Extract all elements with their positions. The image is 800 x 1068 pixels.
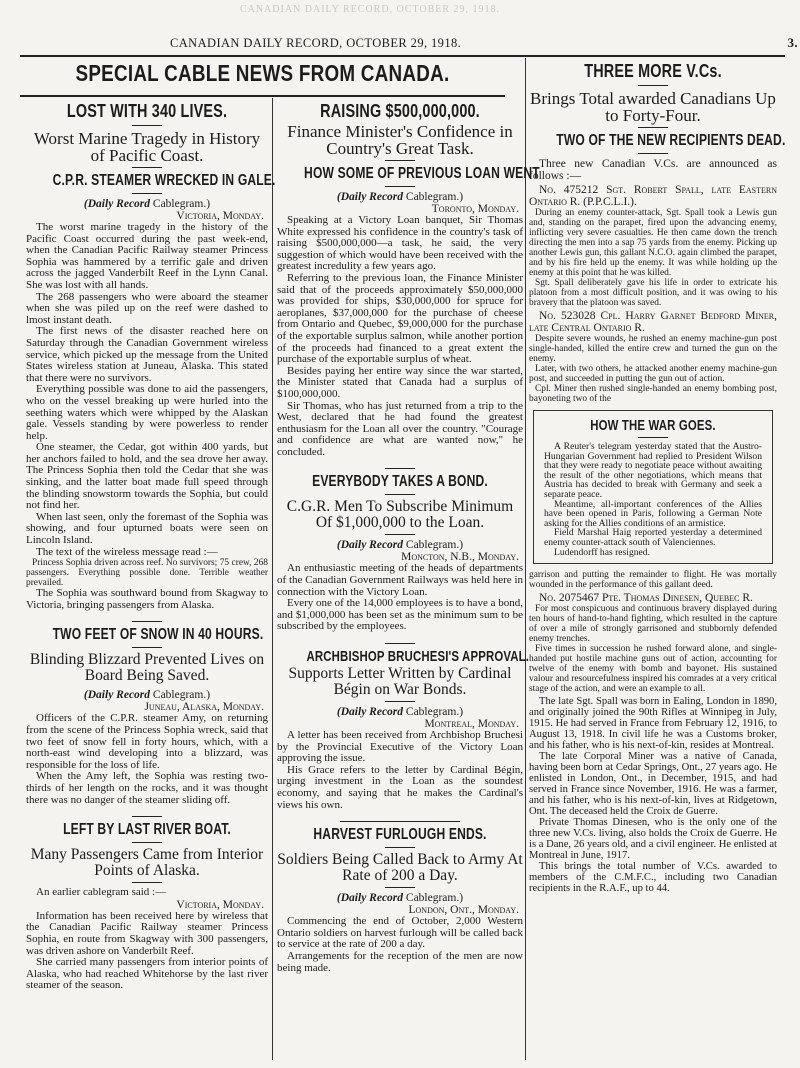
subheadline: Brings Total awarded Canadians Up to Forty-Four. [530, 89, 776, 125]
paragraph: Meantime, all-important conferences of the Allies have been opened in Paris, following a German Note asking for the Allies conditions of an armistice. [544, 498, 762, 529]
paragraph: Despite severe wounds, he rushed an enemy machine-gun post single-handed, killed the entire crew and turned the gun on the enemy. [529, 334, 777, 364]
dash-rule [385, 534, 415, 535]
dash-rule [132, 647, 162, 648]
paragraph: Sgt. Spall deliberately gave his life in order to extricate his platoon from a most difficult position, and it was owing to his bravery that the platoon was saved. [529, 278, 777, 308]
bleed-through-text: CANADIAN DAILY RECORD, OCTOBER 29, 1918. [239, 4, 501, 15]
subheadline: Worst Marine Tragedy in History of Pacific Coast. [33, 129, 261, 165]
article-lost-with-340-lives [26, 100, 276, 611]
headline: LOST WITH 340 LIVES. [66, 100, 228, 121]
article-left-by-last-river-boat [26, 816, 268, 992]
column-2 [277, 100, 540, 974]
how-the-war-goes-box [533, 410, 773, 564]
paragraph: Cpl. Miner then rushed single-handed an enemy bombing post, bayoneting two of the [529, 384, 777, 404]
banner-rule [20, 95, 338, 97]
article-archbishop-approval [277, 643, 530, 811]
paragraph: Everything possible was done to aid the passengers, who on the vessel breaking up were hurled into the seething waters which were whipped by the Alaskan gale. Vessels standing by were powerless to render help. [26, 383, 268, 442]
dateline-place: Juneau, Alaska, Monday. [144, 701, 264, 714]
credit-source: (Daily Record [83, 689, 151, 702]
credit-type: Cablegram.) [403, 706, 464, 719]
headline: HARVEST FURLOUGH ENDS. [313, 826, 487, 844]
dash-rule [385, 160, 415, 161]
column-divider-1 [272, 98, 273, 1060]
cable-credit [26, 198, 268, 210]
dash-rule [385, 186, 415, 187]
page-number: 3. [787, 35, 798, 50]
dateline-place: Toronto, Monday. [431, 203, 519, 215]
recipient-3-name: No. 2075467 Pte. Thomas Dinesen, Quebec R. [539, 592, 753, 605]
dash-rule [385, 468, 415, 469]
paragraph: An enthusiastic meeting of the heads of departments of the Canadian Government Railways was held here in connection with the Victory Loan. [277, 562, 523, 598]
dash-rule [132, 125, 162, 126]
dash-rule [132, 842, 162, 843]
cable-credit [277, 191, 523, 203]
article-raising-500-million [277, 100, 540, 458]
paragraph: This brings the total number of V.Cs. awarded to members of the C.M.F.C., including two Canadian recipients in the R.A.F., up to 44. [529, 861, 777, 895]
paragraph: The late Corporal Miner was a native of Canada, having been born at Cedar Springs, Ont., 27 years ago. He enlisted in London, Ont., in December, 1915, and had served in France since November, 1916. He was a farmer, and his father, who is his next-of-kin, lives at Ridgetown, Ont. The deceased held the Croix de Guerre. [529, 751, 777, 818]
dateline-place: Moncton, N.B., Monday. [401, 551, 519, 564]
column-divider-2 [525, 58, 526, 1060]
paragraph: Referring to the previous loan, the Finance Minister said that of the proceeds approximately $50,000,000 was provided for ships, $30,000,000 for spruce for aeroplanes, $37,000,000 for the purchase of cheese from Ontario and Quebec, $9,000,000 for the purchase of the exportable surplus salmon, while another portion of the proceeds had financed to a great extent the purchase of the exportable surplus of wheat. [277, 271, 523, 366]
paragraph: Information has been received here by wireless that the Canadian Pacific Railway steamer Princess Sophia, en route from Skagway with 300 passengers, was driven ashore on Vanderbilt Reef. [26, 909, 268, 957]
subheadline: Soldiers Being Called Back to Army At Rate of 200 a Day. [277, 851, 523, 885]
credit-source: (Daily Record [336, 539, 404, 552]
masthead [20, 33, 800, 53]
article-everybody-takes-a-bond [277, 468, 523, 633]
paragraph: Speaking at a Victory Loan banquet, Sir Thomas White expressed his confidence in the country's task of raising $500,000,000—a task, he said, the very suggestion of which would have been received with the greatest incredulity a few years ago. [277, 214, 523, 273]
paragraph: The first news of the disaster reached here on Saturday through the Canadian Government wireless service, which picked up the message from the United States wireless station at Juneau, Alaska. This stated that there were no survivors. [26, 325, 268, 384]
subheadline: C.G.R. Men To Subscribe Minimum Of $1,000,000 to the Loan. [286, 498, 514, 532]
dateline-place: Victoria, Monday. [176, 898, 264, 911]
cable-credit [277, 539, 523, 551]
dash-rule [132, 193, 162, 194]
headline: TWO FEET OF SNOW IN 40 HOURS. [52, 626, 264, 644]
credit-type: Cablegram.) [403, 191, 464, 203]
paragraph: For most conspicuous and continuous bravery displayed during ten hours of hand-to-hand fighting, which resulted in the capture of over a mile of strongly garrisoned and stubbornly defended enemy trenches. [529, 604, 777, 645]
dateline-place: London, Ont., Monday. [408, 904, 519, 917]
cable-credit [277, 892, 523, 904]
dash-rule [638, 153, 668, 154]
credit-source: (Daily Record [336, 892, 404, 905]
section-banner: SPECIAL CABLE NEWS FROM CANADA. [75, 60, 450, 86]
paragraph: Sir Thomas, who has just returned from a trip to the West, declared that he had found the greatest enthusiasm for the Loan all over the country. "Courage and confidence are what are wanted now," he concluded. [277, 399, 523, 458]
paragraph-continued: garrison and putting the remainder to flight. He was mortally wounded in the performance of this gallant deed. [529, 570, 777, 591]
dateline-place: Montreal, Monday. [424, 718, 519, 731]
article-harvest-furlough [277, 821, 523, 974]
paragraph: Private Thomas Dinesen, who is the only one of the three new V.Cs. living, also holds the Croix de Guerre. He is a Dane, 26 years old, and a civil engineer. He enlisted at Montreal in June, 1917. [529, 817, 777, 862]
dash-rule [638, 127, 668, 128]
dash-rule [638, 437, 668, 438]
paragraph: Arrangements for the reception of the men are now being made. [277, 949, 523, 974]
masthead-dateline: CANADIAN DAILY RECORD, OCTOBER 29, 1918. [170, 36, 462, 50]
column-1 [26, 100, 276, 992]
recipient-2-name: No. 523028 Cpl. Harry Garnet Bedford Miner, late Central Ontario R. [529, 310, 777, 334]
paragraph: Ludendorff has resigned. [554, 546, 650, 558]
paragraph: Commencing the end of October, 2,000 Western Ontario soldiers on harvest furlough will be called back to service at the rate of 200 a day. [277, 915, 523, 951]
headline: THREE MORE V.Cs. [584, 60, 722, 81]
wireless-message: Princess Sophia driven across reef. No survivors; 75 crew, 268 passengers. Everything possible done. Terrible weather prevailed. [26, 558, 268, 589]
paragraph: Besides paying her entire way since the war started, the Minister stated that Canada had a surplus of $100,000,000. [277, 364, 523, 400]
dash-rule [385, 887, 415, 888]
cable-credit [26, 689, 268, 701]
paragraph: Officers of the C.P.R. steamer Amy, on returning from the scene of the Princess Sophia wreck, said that two feet of snow fell in forty hours, which, with a north-east wind developing into a blizzard, was responsible for the loss of life. [26, 712, 268, 771]
dash-rule [385, 494, 415, 495]
headline: LEFT BY LAST RIVER BOAT. [63, 821, 231, 839]
recipient-1-name: No. 475212 Sgt. Robert Spall, late Eastern Ontario R. (P.P.C.L.I.). [529, 184, 777, 208]
credit-type: Cablegram.) [403, 892, 464, 905]
subheadline: Blinding Blizzard Prevented Lives on Board Being Saved. [29, 651, 265, 685]
cable-credit [277, 706, 523, 718]
paragraph: A Reuter's telegram yesterday stated that the Austro-Hungarian Government had replied to President Wilson that they were ready to negotiate peace without awaiting the result of the other negotiations, which means that Austria has decided to break with Germany and seek a separate peace. [544, 441, 762, 500]
paragraph: Five times in succession he rushed forward alone, and single-handed put hostile machine guns out of action, accounting for twelve of the enemy with bomb and bayonet. His sustained valour and resourcefulness inspired his comrades at a very critical stage of the action, and were an example to all. [529, 644, 777, 695]
credit-type: Cablegram.) [150, 689, 211, 702]
credit-source: (Daily Record [83, 198, 151, 210]
paragraph: One steamer, the Cedar, got within 400 yards, but her anchors failed to hold, and the sea drove her away. The Princess Sophia then told the Cedar that she was sinking, and the latter boat made full speed through the blinding snowstorm towards the Sophia, but could not find her. [26, 441, 268, 512]
credit-source: (Daily Record [336, 191, 404, 203]
paragraph: When last seen, only the foremast of the Sophia was showing, and four upturned boats were seen on Lincoln Island. [26, 510, 268, 547]
headline-secondary: TWO OF THE NEW RECIPIENTS DEAD. [556, 132, 786, 149]
dash-rule [385, 847, 415, 848]
dash-rule [132, 882, 162, 883]
subheadline: Finance Minister's Confidence in Country's Great Task. [287, 122, 513, 158]
top-rule [20, 55, 785, 57]
paragraph: Later, with two others, he attacked another enemy machine-gun post, and succeeded in putting the gun out of action. [529, 364, 777, 384]
dash-rule [132, 167, 162, 168]
paragraph: Every one of the 14,000 employees is to have a bond, and $1,000,000 has been set as the minimum sum to be subscribed by the employees. [277, 597, 523, 633]
credit-type: Cablegram.) [403, 539, 464, 552]
paragraph: Field Marshal Haig reported yesterday a determined enemy counter-attack south of Valenciennes. [544, 527, 762, 548]
paragraph: She carried many passengers from interior points of Alaska, who had reached Whitehorse by the last river steamer of the season. [26, 956, 268, 992]
column-3 [529, 60, 786, 895]
headline: RAISING $500,000,000. [320, 100, 480, 121]
paragraph: A letter has been received from Archbishop Bruchesi by the Provincial Executive of the Victory Loan approving the issue. [277, 729, 523, 765]
dash-rule [340, 821, 460, 822]
dash-rule [132, 816, 162, 817]
credit-source: (Daily Record [336, 706, 404, 719]
headline: ARCHBISHOP BRUCHESI'S APPROVAL. [306, 648, 530, 666]
paragraph: His Grace refers to the letter by Cardinal Bégin, urging investment in the Loan as the soundest economy, and saying that he makes the Cardinal's views his own. [277, 763, 523, 811]
dateline-place: Victoria, Monday. [176, 210, 264, 222]
intro-line: An earlier cablegram said :— [36, 886, 167, 899]
article-two-feet-of-snow [26, 621, 268, 806]
headline-secondary: HOW SOME OF PREVIOUS LOAN WENT [304, 165, 540, 182]
box-headline: HOW THE WAR GOES. [590, 417, 716, 434]
paragraph: The Sophia was southward bound from Skagway to Victoria, bringing passengers from Alaska. [26, 587, 268, 611]
subheadline: Many Passengers Came from Interior Points of Alaska. [30, 846, 264, 880]
headline: EVERYBODY TAKES A BOND. [312, 473, 488, 491]
dash-rule [385, 643, 415, 644]
paragraph: When the Amy left, the Sophia was resting two-thirds of her length on the rocks, and it was thought there was no danger of the steamer sliding off. [26, 770, 268, 806]
dash-rule [385, 701, 415, 702]
subheadline: Supports Letter Written by Cardinal Bégin on War Bonds. [288, 665, 512, 699]
intro-line: Three new Canadian V.Cs. are announced as follows :— [529, 158, 777, 182]
paragraph: The text of the wireless message read :— [36, 545, 218, 558]
banner-rule-2 [338, 95, 505, 97]
credit-type: Cablegram.) [150, 198, 211, 210]
paragraph: During an enemy counter-attack, Sgt. Spall took a Lewis gun and, standing on the parapet, fired upon the advancing enemy, inflicting very severe casualties. He then came down the trench directing the men into a sap 75 yards from the enemy. Picking up another Lewis gun, this gallant N.C.O. again climbed the parapet, and by his fire held up the enemy. It was while holding up the enemy at this point that he was killed. [529, 208, 777, 278]
paragraph: The worst marine tragedy in the history of the Pacific Coast occurred during the past week-end, when the Canadian Pacific Railway steamer Princess Sophia was hammered by a terrific gale and driven across the jagged Vanderbilt Reef in the Lynn Canal. She was lost with all hands. [26, 221, 268, 291]
dash-rule [638, 85, 668, 86]
headline-secondary: C.P.R. STEAMER WRECKED IN GALE. [52, 172, 276, 189]
paragraph: The late Sgt. Spall was born in Ealing, London in 1890, and originally joined the 90th Rifles at Winnipeg in July, 1915. He had served in France from February 12, 1916, to August 13, 1918. In civil life he was a Customs broker, and his father, who is his next-of-kin, resides at Montreal. [529, 696, 777, 752]
paragraph: The 268 passengers who were aboard the steamer when she was piled up on the reef were dashed to lmost instant death. [26, 290, 268, 326]
dash-rule [132, 621, 162, 622]
